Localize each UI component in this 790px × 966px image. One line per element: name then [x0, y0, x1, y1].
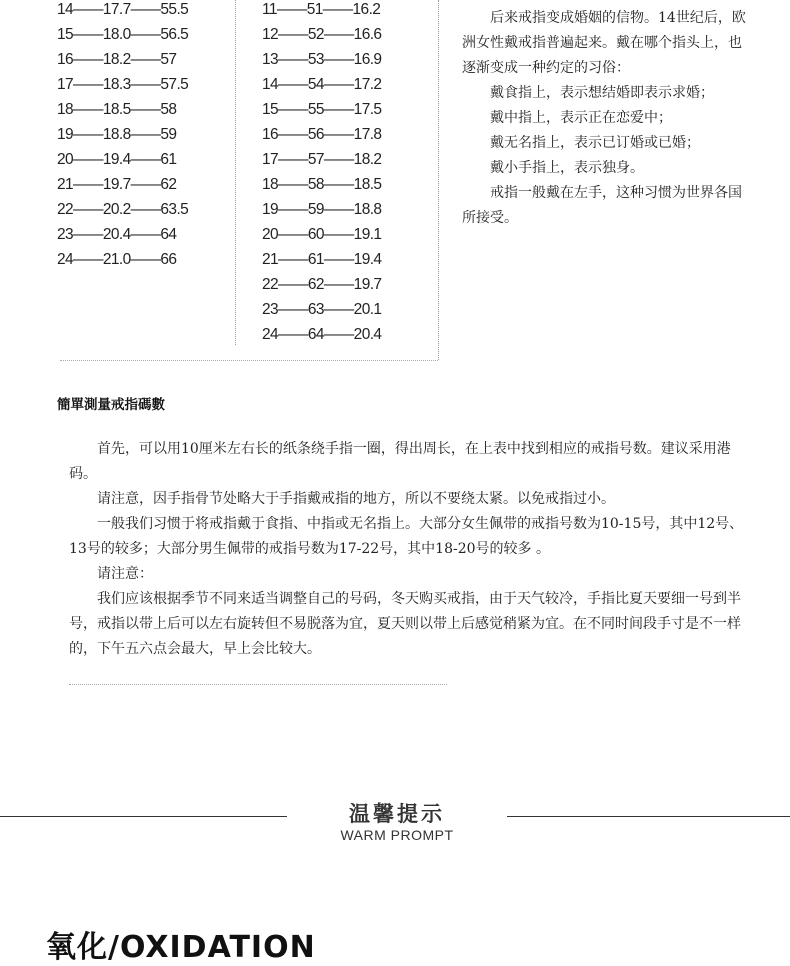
size-row: 12——52——16.6: [262, 26, 382, 43]
column-divider-left: [235, 0, 236, 345]
history-paragraph: 戴无名指上，表示已订婚或已婚；: [490, 135, 700, 151]
size-row: 17——57——18.2: [262, 151, 382, 168]
size-row: 20——19.4——61: [57, 151, 177, 168]
history-paragraph: 戒指一般戴在左手，这种习惯为世界各国所接受。: [462, 185, 742, 226]
measure-paragraph: 请注意：: [97, 566, 153, 582]
size-row: 24——64——20.4: [262, 326, 382, 343]
size-row: 16——18.2——57: [57, 51, 177, 68]
size-row: 17——18.3——57.5: [57, 76, 189, 93]
size-row: 21——61——19.4: [262, 251, 382, 268]
history-paragraph: 戴中指上，表示正在恋爱中；: [490, 110, 672, 126]
size-row: 19——18.8——59: [57, 126, 177, 143]
size-row: 23——20.4——64: [57, 226, 177, 243]
measure-section-title: 簡單測量戒指碼數: [57, 397, 165, 413]
size-row: 14——17.7——55.5: [57, 1, 189, 18]
table-bottom-divider: [60, 360, 438, 361]
measure-paragraph: 一般我们习惯于将戒指戴于食指、中指或无名指上。大部分女生佩带的戒指号数为10-15号，其中12号、13号的较多；大部分男生佩带的戒指号数为17-22号，其中18-20号的较多 。: [69, 516, 744, 557]
prompt-line-right: [507, 816, 790, 817]
history-paragraph: 戴小手指上，表示独身。: [490, 160, 644, 176]
size-row: 20——60——19.1: [262, 226, 382, 243]
measure-section-body: [69, 437, 749, 662]
size-row: 24——21.0——66: [57, 251, 177, 268]
prompt-line-left: [0, 816, 287, 817]
size-row: 21——19.7——62: [57, 176, 177, 193]
size-row: 13——53——16.9: [262, 51, 382, 68]
oxidation-title: 氧化/OXIDATION: [46, 930, 316, 965]
size-row: 15——55——17.5: [262, 101, 382, 118]
size-row: 23——63——20.1: [262, 301, 382, 318]
size-row: 11——51——16.2: [262, 1, 381, 18]
size-row: 15——18.0——56.5: [57, 26, 189, 43]
size-row: 19——59——18.8: [262, 201, 382, 218]
measure-paragraph: 我们应该根据季节不同来适当调整自己的号码，冬天购买戒指，由于天气较冷，手指比夏天要细一号到半号，戒指以带上后可以左右旋转但不易脱落为宜，夏天则以带上后感觉稍紧为宜。在不同时间段手寸是不一样的，下午五六点会最大，早上会比较大。: [69, 591, 741, 657]
size-row: 22——20.2——63.5: [57, 201, 189, 218]
measure-bottom-divider: [69, 684, 447, 685]
size-row: 18——18.5——58: [57, 101, 177, 118]
warm-prompt-subtitle: WARM PROMPT: [340, 827, 454, 843]
history-paragraph: 后来戒指变成婚姻的信物。14世纪后，欧洲女性戴戒指普遍起来。戴在哪个指头上，也逐渐变成一种约定的习俗：: [462, 10, 746, 76]
measure-paragraph: 首先，可以用10厘米左右长的纸条绕手指一圈，得出周长，在上表中找到相应的戒指号数。建议采用港码。: [69, 441, 731, 482]
history-paragraph: 戴食指上，表示想结婚即表示求婚；: [490, 85, 714, 101]
measure-paragraph: 请注意，因手指骨节处略大于手指戴戒指的地方，所以不要绕太紧。以免戒指过小。: [97, 491, 615, 507]
size-row: 16——56——17.8: [262, 126, 382, 143]
ring-history-text: [462, 6, 752, 231]
column-divider-right: [438, 0, 439, 360]
size-row: 22——62——19.7: [262, 276, 382, 293]
size-row: 18——58——18.5: [262, 176, 382, 193]
warm-prompt-title: 温馨提示: [349, 801, 445, 826]
size-row: 14——54——17.2: [262, 76, 382, 93]
